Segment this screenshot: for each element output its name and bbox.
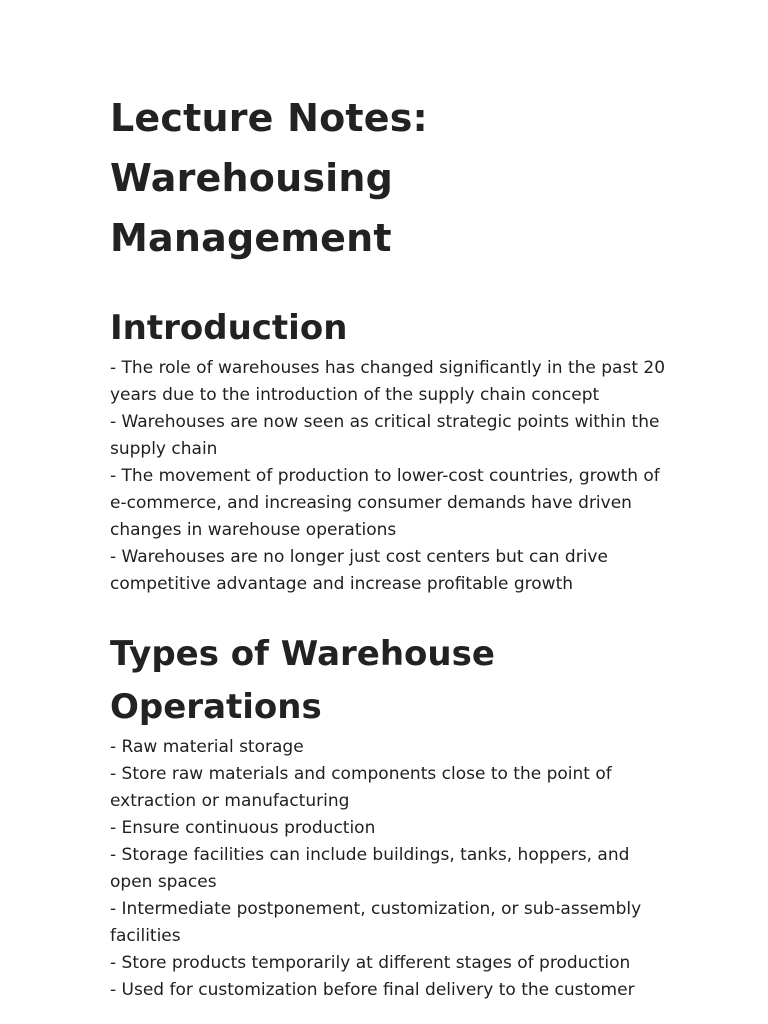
document-page (110, 88, 670, 1004)
section-heading-types-of-warehouse-operations: Types of Warehouse Operations (110, 634, 495, 727)
types-bullet-list (110, 734, 670, 1004)
document-title-line-2: Warehousing Management (110, 156, 394, 260)
bullet-item: - Intermediate postponement, customization, or sub-assembly facilities (110, 896, 670, 950)
bullet-item: - Warehouses are now seen as critical strategic points within the supply chain (110, 409, 670, 463)
bullet-item: - Store raw materials and components close to the point of extraction or manufacturing (110, 761, 670, 815)
bullet-item: - Ensure continuous production (110, 815, 670, 842)
bullet-item: - Warehouses are no longer just cost centers but can drive competitive advantage and increase profitable growth (110, 544, 670, 598)
bullet-item: - Storage facilities can include buildings, tanks, hoppers, and open spaces (110, 842, 670, 896)
bullet-item: - Used for customization before final delivery to the customer (110, 977, 670, 1004)
section-heading-introduction: Introduction (110, 308, 348, 348)
introduction-bullet-list (110, 355, 670, 598)
bullet-item: - The movement of production to lower-cost countries, growth of e-commerce, and increasing consumer demands have driven changes in warehouse operations (110, 463, 670, 544)
bullet-item: - The role of warehouses has changed significantly in the past 20 years due to the introduction of the supply chain concept (110, 355, 670, 409)
bullet-item: - Store products temporarily at different stages of production (110, 950, 670, 977)
document-title-line-1: Lecture Notes: (110, 96, 428, 140)
document-title (110, 88, 670, 268)
bullet-item: - Raw material storage (110, 734, 670, 761)
